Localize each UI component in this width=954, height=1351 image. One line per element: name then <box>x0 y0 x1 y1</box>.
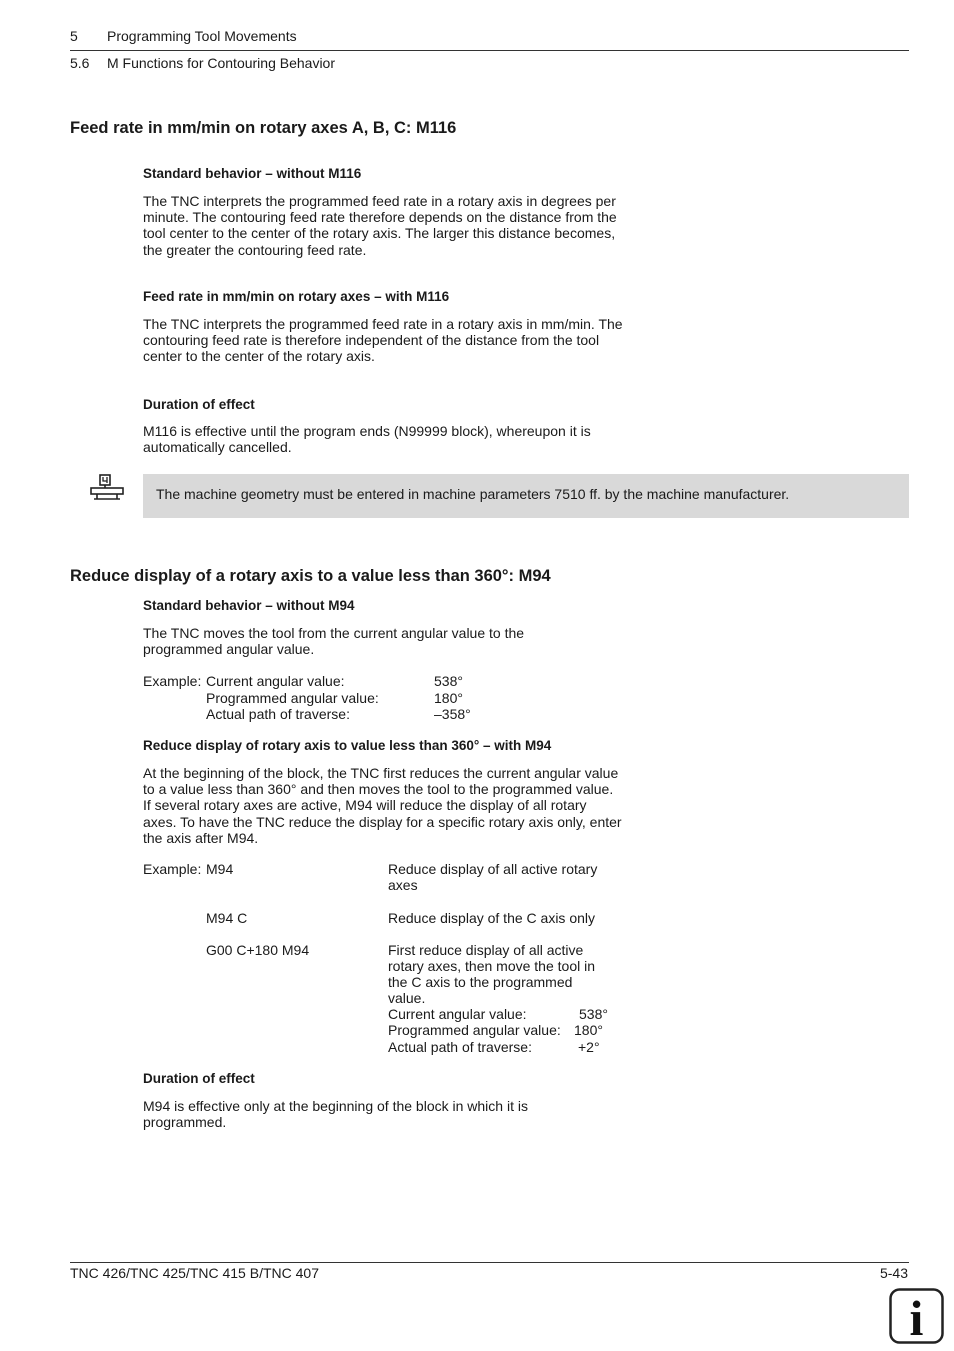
machine-icon <box>89 474 125 502</box>
m94-standard-heading: Standard behavior – without M94 <box>143 598 355 613</box>
chapter-number: 5 <box>70 28 78 44</box>
example2-code: M94 C <box>206 910 248 926</box>
m116-duration-text: M116 is effective until the program ends (N99999 block), whereupon it is automatically cancelled. <box>143 423 591 456</box>
example2-desc-line: Reduce display of all active rotary <box>388 861 598 877</box>
section-header <box>70 55 910 73</box>
m94-with-heading: Reduce display of rotary axis to value less than 360° – with M94 <box>143 738 552 753</box>
example2-desc-line: axes <box>388 877 418 893</box>
example1-row-desc: Actual path of traverse: <box>206 706 350 722</box>
m94-with-text: At the beginning of the block, the TNC first reduces the current angular value to a value less than 360° and then moves the tool to the programmed value. If several rotary axes are active, M94 will reduce the display of all rotary axes. To have the TNC reduce the display for a specific rotary axis only, enter the axis after M94. <box>143 765 622 846</box>
m94-duration-text: M94 is effective only at the beginning of the block in which it is programmed. <box>143 1098 528 1131</box>
example2-sub-value: 180° <box>574 1022 603 1038</box>
m116-with-heading: Feed rate in mm/min on rotary axes – with M116 <box>143 289 450 304</box>
example2-desc-line: value. <box>388 990 426 1006</box>
example1-row-desc: Current angular value: <box>206 673 345 689</box>
example2-desc-line: First reduce display of all active <box>388 942 584 958</box>
example1-row-value: –358° <box>434 706 471 722</box>
example1-row-desc: Programmed angular value: <box>206 690 379 706</box>
example2-code: G00 C+180 M94 <box>206 942 310 958</box>
example2-label: Example: <box>143 861 202 877</box>
section-title: M Functions for Contouring Behavior <box>107 55 335 71</box>
example2-desc-line: rotary axes, then move the tool in <box>388 958 595 974</box>
example2-code: M94 <box>206 861 234 877</box>
example2-sub-value: +2° <box>578 1039 600 1055</box>
example2-desc-line: Reduce display of the C axis only <box>388 910 595 926</box>
example1-row-value: 538° <box>434 673 463 689</box>
example2-sub-value: 538° <box>579 1006 608 1022</box>
example1-label: Example: <box>143 673 202 689</box>
info-icon <box>889 1288 944 1344</box>
m116-heading: Feed rate in mm/min on rotary axes A, B, C: M116 <box>70 119 457 137</box>
m116-standard-heading: Standard behavior – without M116 <box>143 166 362 181</box>
footer-rule <box>70 1262 909 1263</box>
example2-desc-line: the C axis to the programmed <box>388 974 573 990</box>
example1-row-value: 180° <box>434 690 463 706</box>
info-glyph: i <box>909 1290 924 1344</box>
machine-note-box <box>143 474 909 518</box>
m116-duration-heading: Duration of effect <box>143 397 255 412</box>
chapter-header <box>70 28 910 46</box>
machine-note-text: The machine geometry must be entered in machine parameters 7510 ff. by the machine manufacturer. <box>156 486 790 502</box>
m116-with-text: The TNC interprets the programmed feed rate in a rotary axis in mm/min. The contouring feed rate is therefore independent of the distance from the tool center to the center of the rotary axis. <box>143 316 623 365</box>
section-number: 5.6 <box>70 55 90 71</box>
example2-sub-desc: Current angular value: <box>388 1006 527 1022</box>
example2-sub-desc: Programmed angular value: <box>388 1022 561 1038</box>
m94-standard-text: The TNC moves the tool from the current angular value to the programmed angular value. <box>143 625 525 658</box>
example2-sub-desc: Actual path of traverse: <box>388 1039 532 1055</box>
chapter-title: Programming Tool Movements <box>107 28 297 44</box>
m94-heading: Reduce display of a rotary axis to a value less than 360°: M94 <box>70 567 551 585</box>
page-number: 5-43 <box>879 1265 908 1281</box>
m94-duration-heading: Duration of effect <box>143 1071 255 1086</box>
m116-standard-text: The TNC interprets the programmed feed rate in a rotary axis in degrees per minute. The contouring feed rate therefore depends on the distance from the tool center to the center of the rotary axis. The larger this distance becomes, the greater the contouring feed rate. <box>143 193 617 258</box>
footer-models: TNC 426/TNC 425/TNC 415 B/TNC 407 <box>70 1265 319 1281</box>
header-rule <box>70 50 909 51</box>
